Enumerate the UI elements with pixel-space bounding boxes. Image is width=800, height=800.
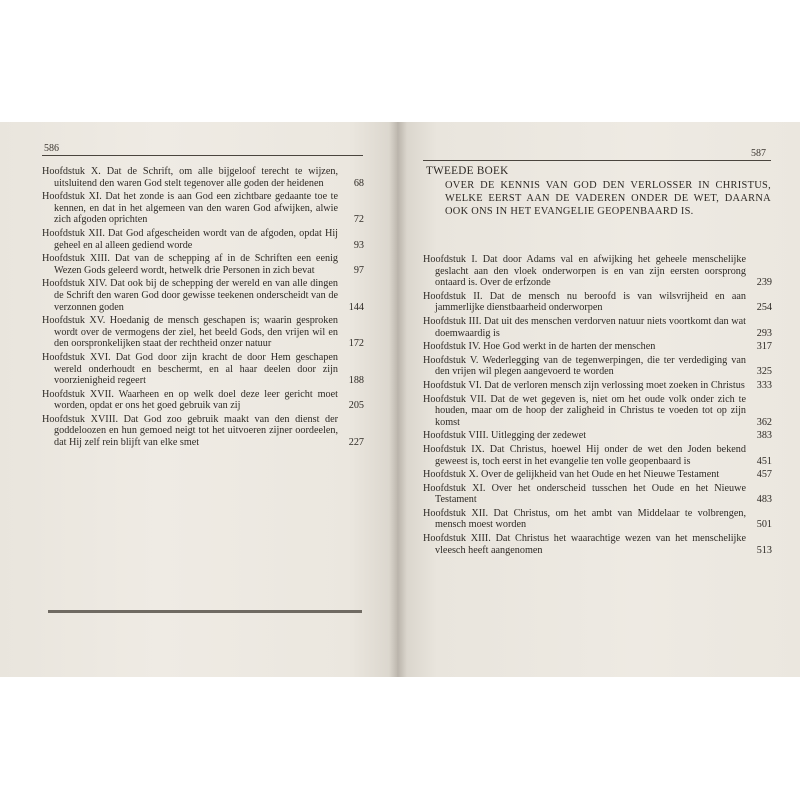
toc-page-number: 317	[756, 341, 772, 353]
toc-entry-title: Hoofdstuk XVIII. Dat God zoo gebruik maakt van den dienst der goddeloozen en hun gemoed neigt tot het uitvoeren zijner oordeelen, dat Hij zelf rein blijft van elke smet 227	[42, 413, 364, 449]
toc-page-number: 451	[756, 455, 772, 467]
toc-entry-title: Hoofdstuk XIII. Dat Christus het waarachtige wezen van het menschelijke vleesch heeft aangenomen 513	[423, 533, 772, 556]
toc-entry	[42, 228, 364, 251]
toc-entry	[42, 352, 364, 387]
toc-page-number: 325	[756, 366, 772, 378]
toc-entry	[423, 291, 772, 314]
toc-entry	[423, 316, 772, 339]
toc-entry	[423, 394, 772, 429]
toc-page-number: 144	[348, 301, 364, 313]
toc-entry	[42, 389, 364, 412]
toc-entry-title: Hoofdstuk XVI. Dat God door zijn kracht de door Hem geschapen wereld onderhoudt en beschermt, en al haar deelen door zijn voorzienigheid regeert 188	[42, 351, 364, 387]
toc-page-number: 457	[756, 469, 772, 481]
toc-page-number: 383	[756, 430, 772, 442]
toc-entry	[423, 483, 772, 506]
toc-entry	[423, 254, 772, 289]
toc-entry-title: Hoofdstuk VI. Dat de verloren mensch zijn verlossing moet zoeken in Christus 333	[423, 379, 772, 391]
toc-entry-title: Hoofdstuk X. Dat de Schrift, om alle bijgeloof terecht te wijzen, uitsluitend den waren God stelt tegenover alle goden der heidenen 68	[42, 166, 364, 189]
toc-page-number: 293	[756, 327, 772, 339]
toc-entry-title: Hoofdstuk XV. Hoedanig de mensch geschapen is; waarin gesproken wordt over de vermogens der ziel, het beeld Gods, den vrijen wil en den oorspronkelijken staat der rechtheid onzer natuur 172	[42, 315, 364, 350]
footer-rule-left	[48, 610, 362, 613]
toc-entry	[42, 191, 364, 226]
toc-page-number: 239	[756, 277, 772, 289]
toc-entry-title: Hoofdstuk X. Over de gelijkheid van het Oude en het Nieuwe Testament 457	[423, 469, 772, 481]
toc-page-number: 254	[756, 302, 772, 314]
toc-entry	[423, 444, 772, 467]
toc-entry-title: Hoofdstuk IV. Hoe God werkt in de harten der menschen 317	[423, 341, 772, 353]
toc-entry-title: Hoofdstuk XII. Dat Christus, om het ambt van Middelaar te volbrengen, mensch moest worden 501	[423, 507, 772, 531]
toc-page-number: 188	[348, 375, 364, 387]
toc-entry	[423, 380, 772, 392]
toc-entry-title: Hoofdstuk XVII. Waarheen en op welk doel deze leer gericht moet worden, opdat er ons het goed gebruik van zij 205	[42, 388, 364, 412]
toc-entry-title: Hoofdstuk XI. Dat het zonde is aan God een zichtbare gedaante toe te kennen, en dat in het algemeen van den waren God afwijken, alwie zich afgoden oprichten 72	[42, 191, 364, 226]
toc-page-number: 227	[348, 437, 364, 449]
toc-entry	[42, 315, 364, 350]
toc-entry	[42, 253, 364, 276]
toc-entry	[423, 430, 772, 442]
toc-page-number: 172	[348, 338, 364, 350]
right-page	[397, 122, 800, 677]
page-number-right: 587	[751, 148, 766, 159]
left-page	[0, 122, 397, 677]
toc-entry-title: Hoofdstuk XII. Dat God afgescheiden wordt van de afgoden, opdat Hij geheel en al alleen gediend worde 93	[42, 227, 364, 251]
toc-page-number: 72	[353, 214, 364, 226]
toc-entry-title: Hoofdstuk XIII. Dat van de schepping af in de Schriften een eenig Wezen Gods geleerd wordt, hetwelk drie Personen in zich bevat 97	[42, 253, 364, 276]
toc-page-number: 513	[756, 544, 772, 556]
toc-page-number: 501	[756, 519, 772, 531]
toc-entry	[42, 166, 364, 189]
toc-page-number: 483	[756, 494, 772, 506]
toc-entry-title: Hoofdstuk IX. Dat Christus, hoewel Hij onder de wet den Joden bekend geweest is, toch eerst in het evangelie ten volle geopenbaard is 451	[423, 443, 772, 467]
toc-entry-title: Hoofdstuk XIV. Dat ook bij de schepping der wereld en van alle dingen de Schrift den waren God door gewisse teekenen onderscheidt van de verzonnen goden 144	[42, 278, 364, 313]
open-book	[0, 122, 800, 677]
toc-list-left	[42, 166, 364, 451]
toc-entry	[423, 341, 772, 353]
header-rule-right	[423, 160, 771, 161]
toc-page-number: 333	[756, 379, 772, 391]
book-gutter	[389, 122, 407, 677]
book-title: TWEEDE BOEK	[426, 165, 509, 177]
toc-page-number: 205	[348, 400, 364, 412]
toc-page-number: 93	[353, 239, 364, 251]
toc-entry-title: Hoofdstuk V. Wederlegging van de tegenwerpingen, die ter verdediging van den vrijen wil plegen aangevoerd te worden 325	[423, 354, 772, 378]
toc-list-right	[423, 254, 772, 558]
toc-page-number: 68	[353, 177, 364, 189]
toc-page-number: 362	[756, 416, 772, 428]
toc-entry	[423, 469, 772, 481]
toc-entry-title: Hoofdstuk II. Dat de mensch nu beroofd is van wilsvrijheid en aan jammerlijke dienstbaarheid onderworpen 254	[423, 290, 772, 314]
toc-entry	[42, 414, 364, 449]
toc-entry	[42, 278, 364, 313]
toc-entry-title: Hoofdstuk VII. Dat de wet gegeven is, niet om het oude volk onder zich te houden, maar om de hoop der zaligheid in Christus te voeden tot op zijn komst 362	[423, 393, 772, 428]
toc-entry	[423, 355, 772, 378]
header-rule-left	[42, 155, 363, 156]
toc-entry-title: Hoofdstuk XI. Over het onderscheid tusschen het Oude en het Nieuwe Testament 483	[423, 482, 772, 506]
toc-entry-title: Hoofdstuk VIII. Uitlegging der zedewet 383	[423, 430, 772, 442]
toc-page-number: 97	[353, 264, 364, 276]
toc-entry-title: Hoofdstuk I. Dat door Adams val en afwijking het geheele menschelijke geslacht aan den vloek onderworpen is en van zijn eersten oorsprong ontaard is. Over de erfzonde 239	[423, 254, 772, 289]
toc-entry	[423, 508, 772, 531]
toc-entry	[423, 533, 772, 556]
toc-entry-title: Hoofdstuk III. Dat uit des menschen verdorven natuur niets voortkomt dan wat doemwaardig is 293	[423, 315, 772, 339]
book-subtitle: OVER DE KENNIS VAN GOD DEN VERLOSSER IN CHRISTUS, WELKE EERST AAN DE VADEREN ONDER DE WET, DAARNA OOK ONS IN HET EVANGELIE GEOPENBAARD IS.	[445, 180, 771, 218]
page-number-left: 586	[44, 143, 59, 154]
